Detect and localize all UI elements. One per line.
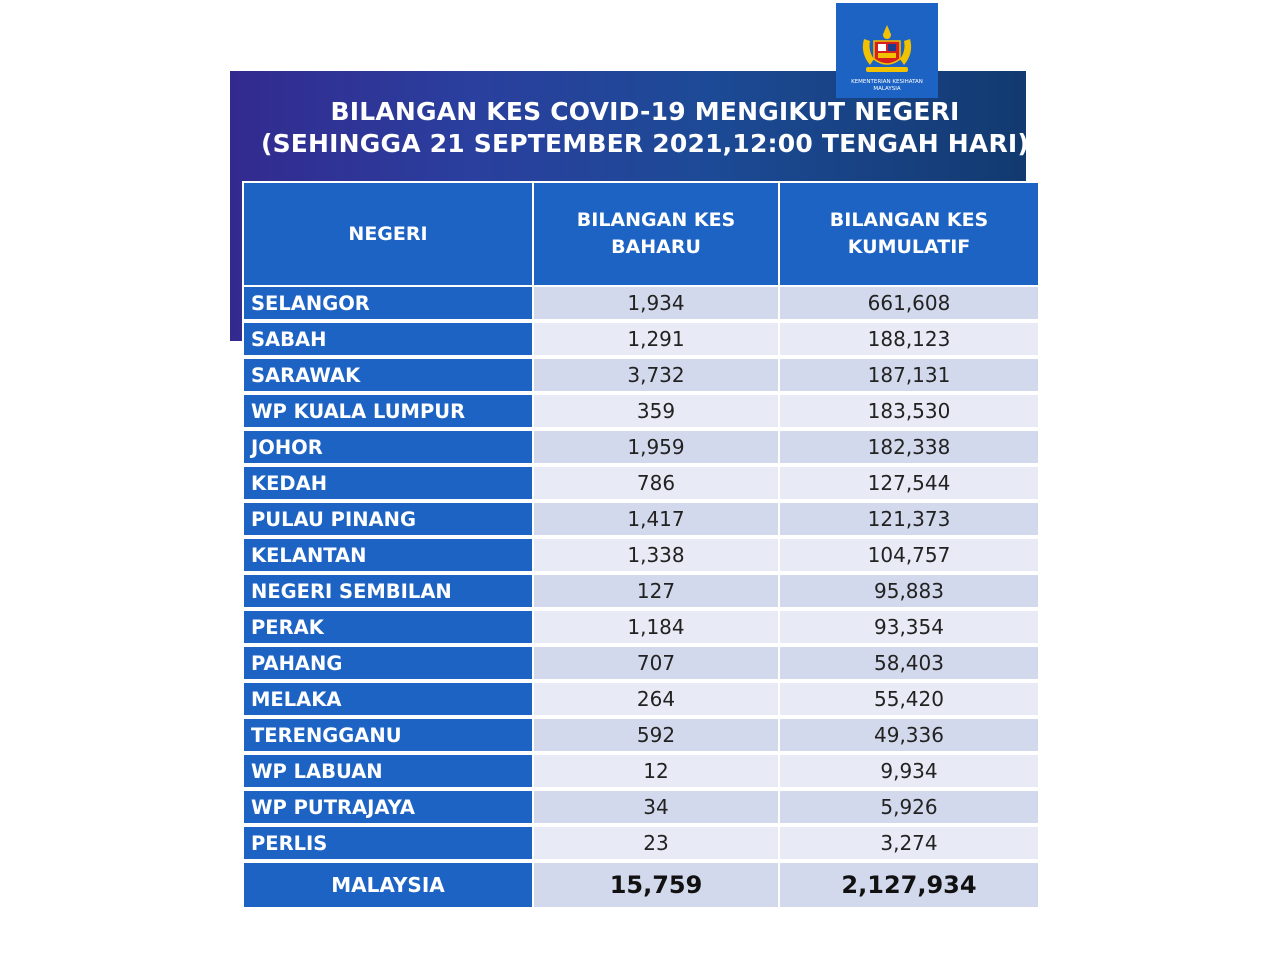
- new-cases-cell: 1,934: [533, 286, 779, 321]
- state-cell: PERLIS: [243, 825, 533, 861]
- cumulative-cases-cell: 187,131: [779, 357, 1039, 393]
- new-cases-cell: 1,417: [533, 501, 779, 537]
- title-line2: (SEHINGGA 21 SEPTEMBER 2021,12:00 TENGAH HARI): [260, 129, 1030, 158]
- new-cases-cell: 592: [533, 717, 779, 753]
- page-title: [230, 96, 1060, 160]
- cumulative-cases-cell: 127,544: [779, 465, 1039, 501]
- table-row: [243, 393, 1039, 429]
- cumulative-cases-cell: 121,373: [779, 501, 1039, 537]
- table-row: [243, 537, 1039, 573]
- column-header-cumulative-cases: BILANGAN KES KUMULATIF: [779, 182, 1039, 286]
- table-row: [243, 286, 1039, 321]
- table-row: [243, 357, 1039, 393]
- state-cell: SABAH: [243, 321, 533, 357]
- new-cases-cell: 1,291: [533, 321, 779, 357]
- new-cases-cell: 1,184: [533, 609, 779, 645]
- logo-text-line1: KEMENTERIAN KESIHATAN: [851, 79, 923, 85]
- state-cell: PAHANG: [243, 645, 533, 681]
- table-row: [243, 501, 1039, 537]
- table-row: [243, 825, 1039, 861]
- state-cell: PULAU PINANG: [243, 501, 533, 537]
- state-cell: NEGERI SEMBILAN: [243, 573, 533, 609]
- table-row: [243, 753, 1039, 789]
- new-cases-cell: 359: [533, 393, 779, 429]
- table-row: [243, 573, 1039, 609]
- cumulative-cases-cell: 182,338: [779, 429, 1039, 465]
- table-header-row: [243, 182, 1039, 286]
- cumulative-cases-cell: 661,608: [779, 286, 1039, 321]
- total-label-cell: MALAYSIA: [243, 861, 533, 907]
- table-row: [243, 465, 1039, 501]
- cumulative-cases-cell: 58,403: [779, 645, 1039, 681]
- cumulative-cases-cell: 3,274: [779, 825, 1039, 861]
- cumulative-cases-cell: 93,354: [779, 609, 1039, 645]
- state-cell: KELANTAN: [243, 537, 533, 573]
- covid-cases-table: [242, 181, 1040, 907]
- state-cell: WP LABUAN: [243, 753, 533, 789]
- logo-text-line2: MALAYSIA: [873, 85, 901, 92]
- cumulative-cases-cell: 104,757: [779, 537, 1039, 573]
- state-cell: KEDAH: [243, 465, 533, 501]
- total-cumulative-cases-cell: 2,127,934: [779, 861, 1039, 907]
- state-cell: SARAWAK: [243, 357, 533, 393]
- cumulative-cases-cell: 55,420: [779, 681, 1039, 717]
- new-cases-cell: 786: [533, 465, 779, 501]
- new-cases-cell: 3,732: [533, 357, 779, 393]
- table-row: [243, 645, 1039, 681]
- ministry-logo: [836, 3, 938, 98]
- table-row: [243, 717, 1039, 753]
- new-cases-cell: 23: [533, 825, 779, 861]
- table-row: [243, 429, 1039, 465]
- state-cell: TERENGGANU: [243, 717, 533, 753]
- state-cell: WP PUTRAJAYA: [243, 789, 533, 825]
- table-row: [243, 789, 1039, 825]
- coat-of-arms-icon: [856, 23, 918, 77]
- table-row: [243, 609, 1039, 645]
- new-cases-cell: 707: [533, 645, 779, 681]
- new-cases-cell: 12: [533, 753, 779, 789]
- state-cell: SELANGOR: [243, 286, 533, 321]
- state-cell: PERAK: [243, 609, 533, 645]
- cumulative-cases-cell: 183,530: [779, 393, 1039, 429]
- state-cell: MELAKA: [243, 681, 533, 717]
- cumulative-cases-cell: 5,926: [779, 789, 1039, 825]
- new-cases-cell: 34: [533, 789, 779, 825]
- new-cases-cell: 127: [533, 573, 779, 609]
- cumulative-cases-cell: 95,883: [779, 573, 1039, 609]
- cumulative-cases-cell: 188,123: [779, 321, 1039, 357]
- cumulative-cases-cell: 9,934: [779, 753, 1039, 789]
- column-header-state: NEGERI: [243, 182, 533, 286]
- new-cases-cell: 1,338: [533, 537, 779, 573]
- title-line1: BILANGAN KES COVID-19 MENGIKUT NEGERI: [330, 97, 960, 126]
- table-row: [243, 681, 1039, 717]
- table-row: [243, 321, 1039, 357]
- state-cell: JOHOR: [243, 429, 533, 465]
- total-row: [243, 861, 1039, 907]
- column-header-new-cases: BILANGAN KES BAHARU: [533, 182, 779, 286]
- total-new-cases-cell: 15,759: [533, 861, 779, 907]
- new-cases-cell: 1,959: [533, 429, 779, 465]
- new-cases-cell: 264: [533, 681, 779, 717]
- state-cell: WP KUALA LUMPUR: [243, 393, 533, 429]
- cumulative-cases-cell: 49,336: [779, 717, 1039, 753]
